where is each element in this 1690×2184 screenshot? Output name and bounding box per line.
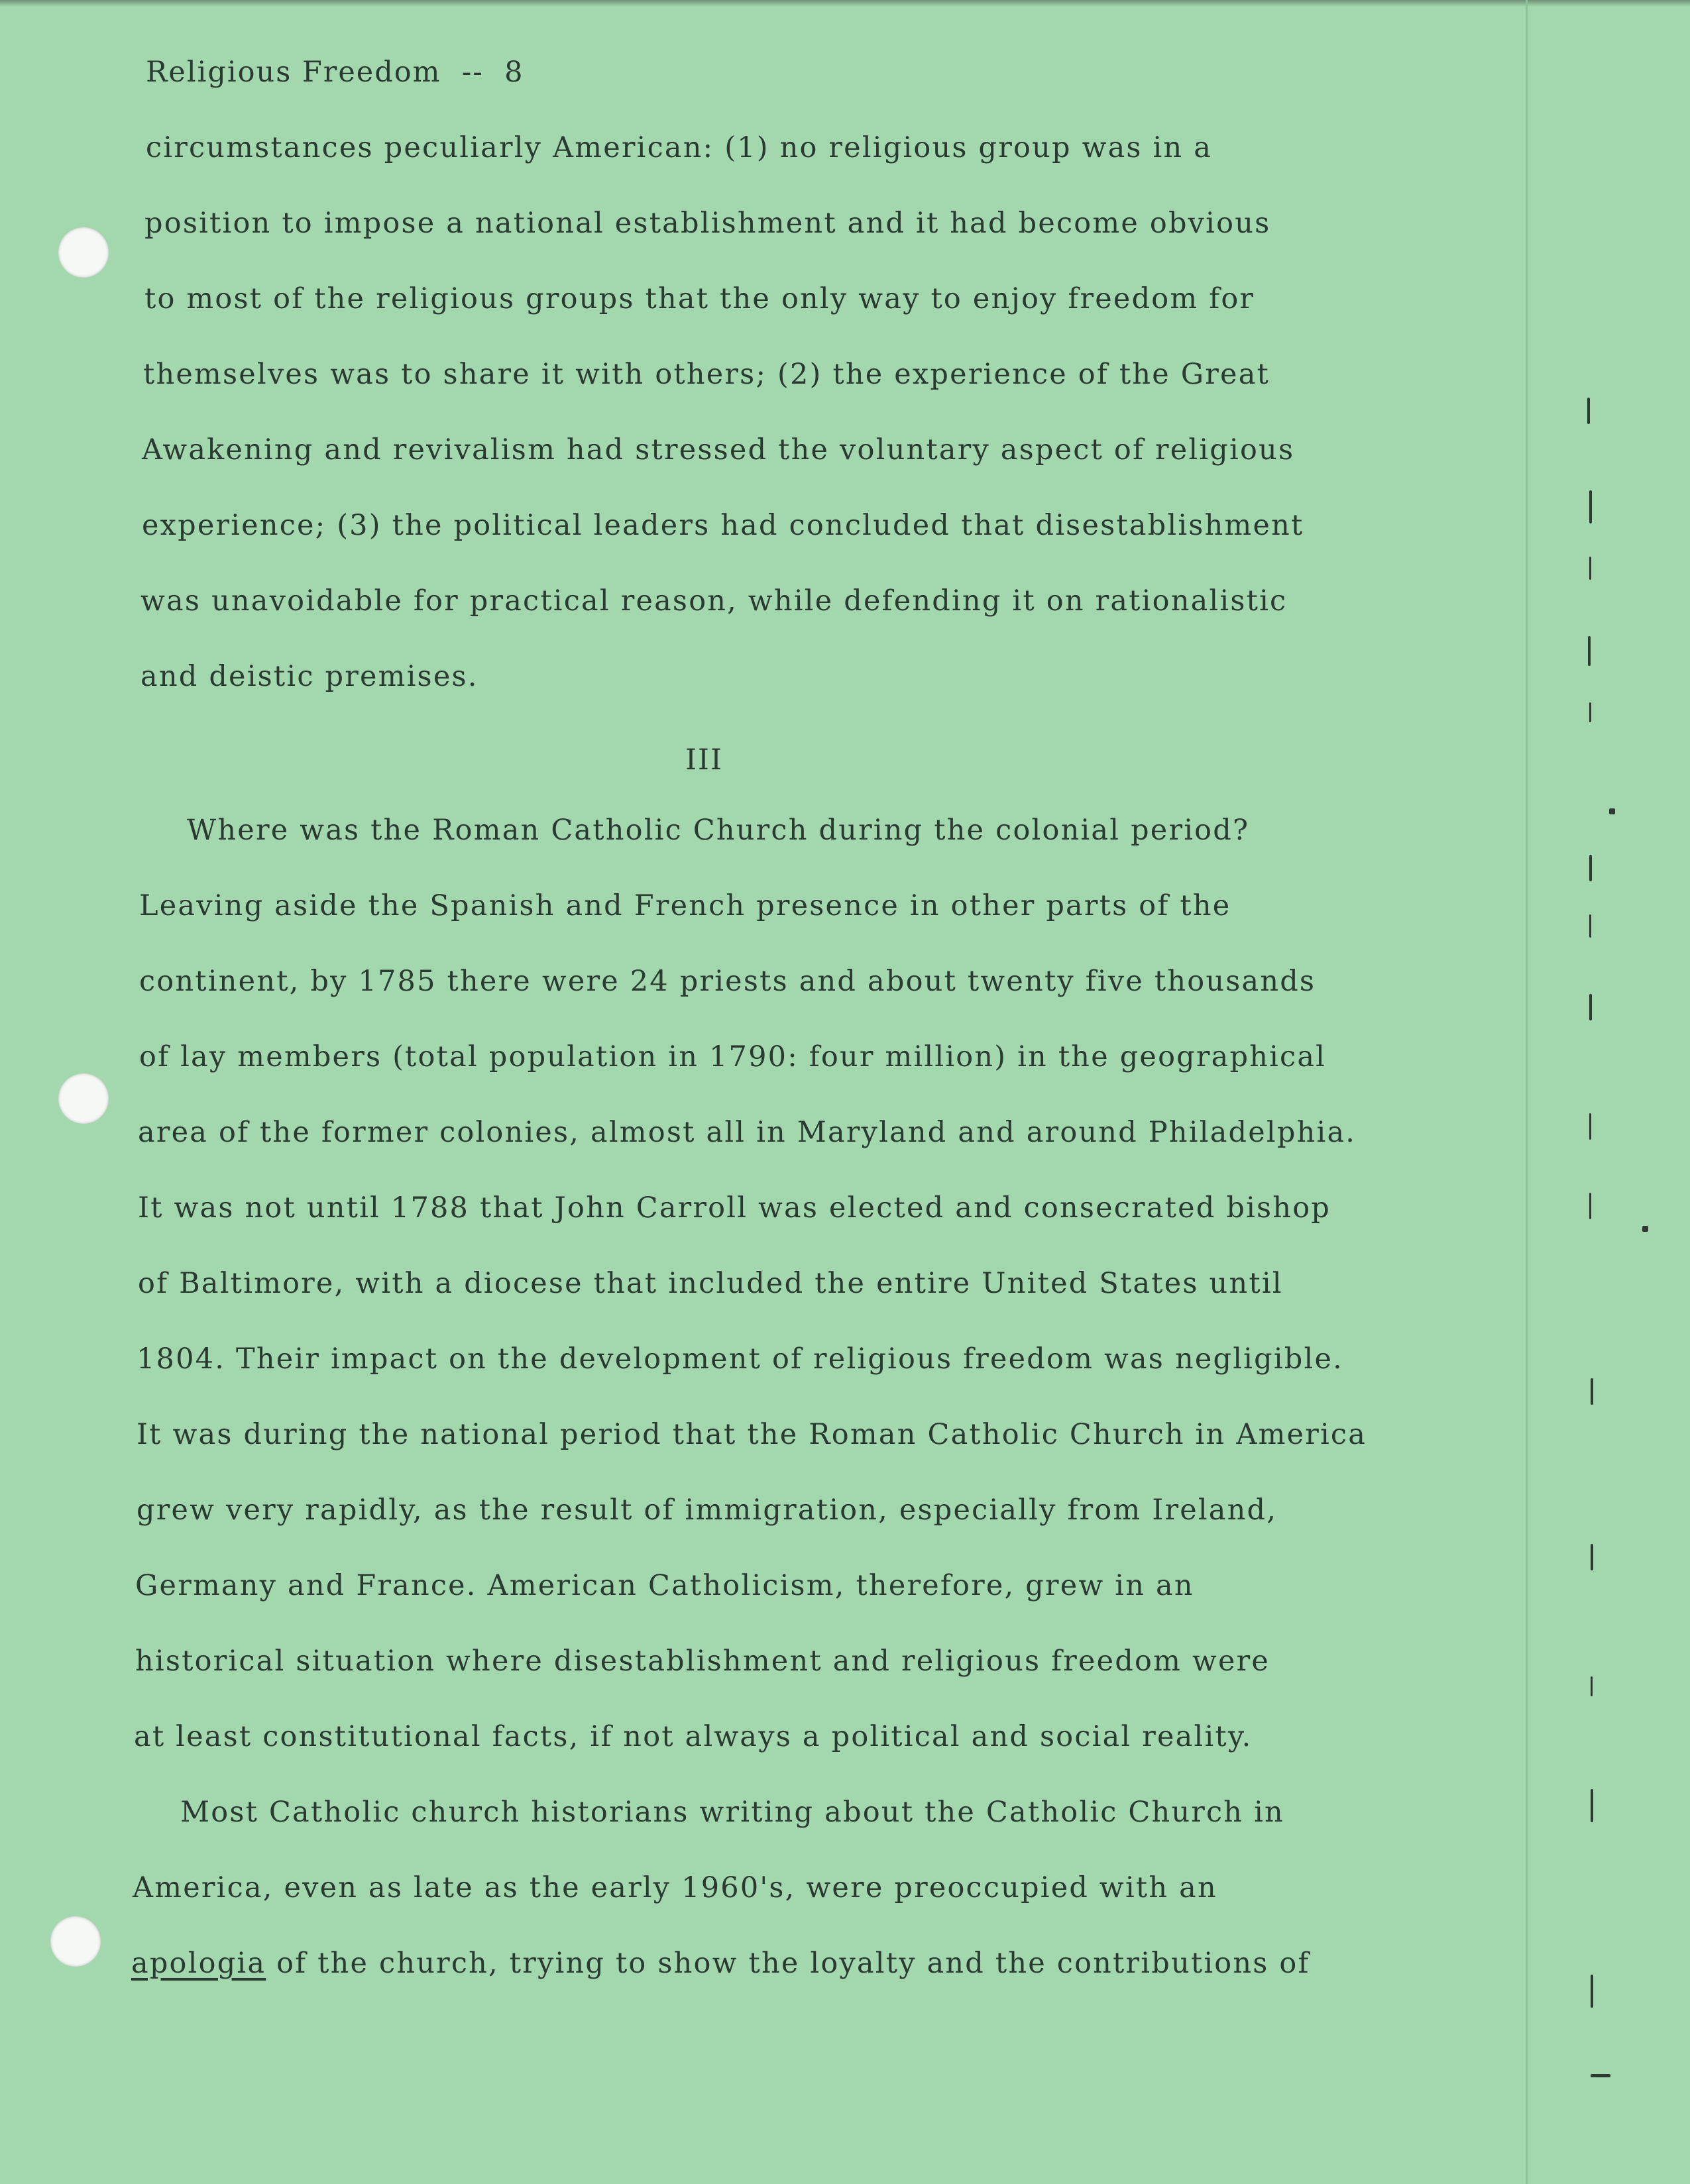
text-line: Awakening and revivalism had stressed the voluntary aspect of religious xyxy=(142,433,1295,466)
paper-top-edge xyxy=(0,0,1690,7)
text-line: America, even as late as the early 1960's, were preoccupied with an xyxy=(133,1871,1217,1904)
text-line: historical situation where disestablishment and religious freedom were xyxy=(135,1645,1270,1678)
text-line: Most Catholic church historians writing about the Catholic Church in xyxy=(180,1796,1284,1829)
page-header: Religious Freedom -- 8 xyxy=(146,56,524,89)
text-line: and deistic premises. xyxy=(141,660,479,693)
text-line: It was during the national period that the Roman Catholic Church in America xyxy=(137,1418,1367,1451)
section-heading: III xyxy=(685,743,723,777)
text-line: grew very rapidly, as the result of immigration, especially from Ireland, xyxy=(137,1494,1278,1527)
underlined-word: apologia xyxy=(131,1947,266,1980)
text-line: continent, by 1785 there were 24 priests and about twenty five thousands xyxy=(139,965,1316,998)
text-line: of lay members (total population in 1790: four million) in the geographical xyxy=(139,1040,1327,1073)
punch-hole xyxy=(58,1073,109,1124)
text-line: of Baltimore, with a diocese that included the entire United States until xyxy=(138,1267,1283,1300)
punch-hole xyxy=(58,227,109,278)
text-line: experience; (3) the political leaders had concluded that disestablishment xyxy=(142,509,1304,542)
text-line: circumstances peculiarly American: (1) no religious group was in a xyxy=(146,131,1213,164)
text-line-rest: of the church, trying to show the loyalty and the contributions of xyxy=(266,1947,1310,1980)
text-line: Germany and France. American Catholicism, therefore, grew in an xyxy=(135,1569,1194,1602)
paper-fold-line xyxy=(1526,0,1528,2184)
text-line: It was not until 1788 that John Carroll was elected and consecrated bishop xyxy=(138,1191,1331,1225)
text-line-last xyxy=(131,1947,1310,1980)
text-line: at least constitutional facts, if not always a political and social reality. xyxy=(134,1720,1253,1753)
text-line: to most of the religious groups that the only way to enjoy freedom for xyxy=(144,282,1255,315)
text-line: 1804. Their impact on the development of religious freedom was negligible. xyxy=(137,1342,1343,1376)
text-line: area of the former colonies, almost all in Maryland and around Philadelphia. xyxy=(138,1116,1357,1149)
text-line: Where was the Roman Catholic Church during the colonial period? xyxy=(187,814,1250,847)
text-line: themselves was to share it with others; (2) the experience of the Great xyxy=(143,358,1270,391)
punch-hole xyxy=(50,1916,101,1967)
text-line: position to impose a national establishment and it had become obvious xyxy=(144,207,1271,240)
text-line: Leaving aside the Spanish and French presence in other parts of the xyxy=(139,889,1231,922)
text-line: was unavoidable for practical reason, while defending it on rationalistic xyxy=(141,584,1288,618)
